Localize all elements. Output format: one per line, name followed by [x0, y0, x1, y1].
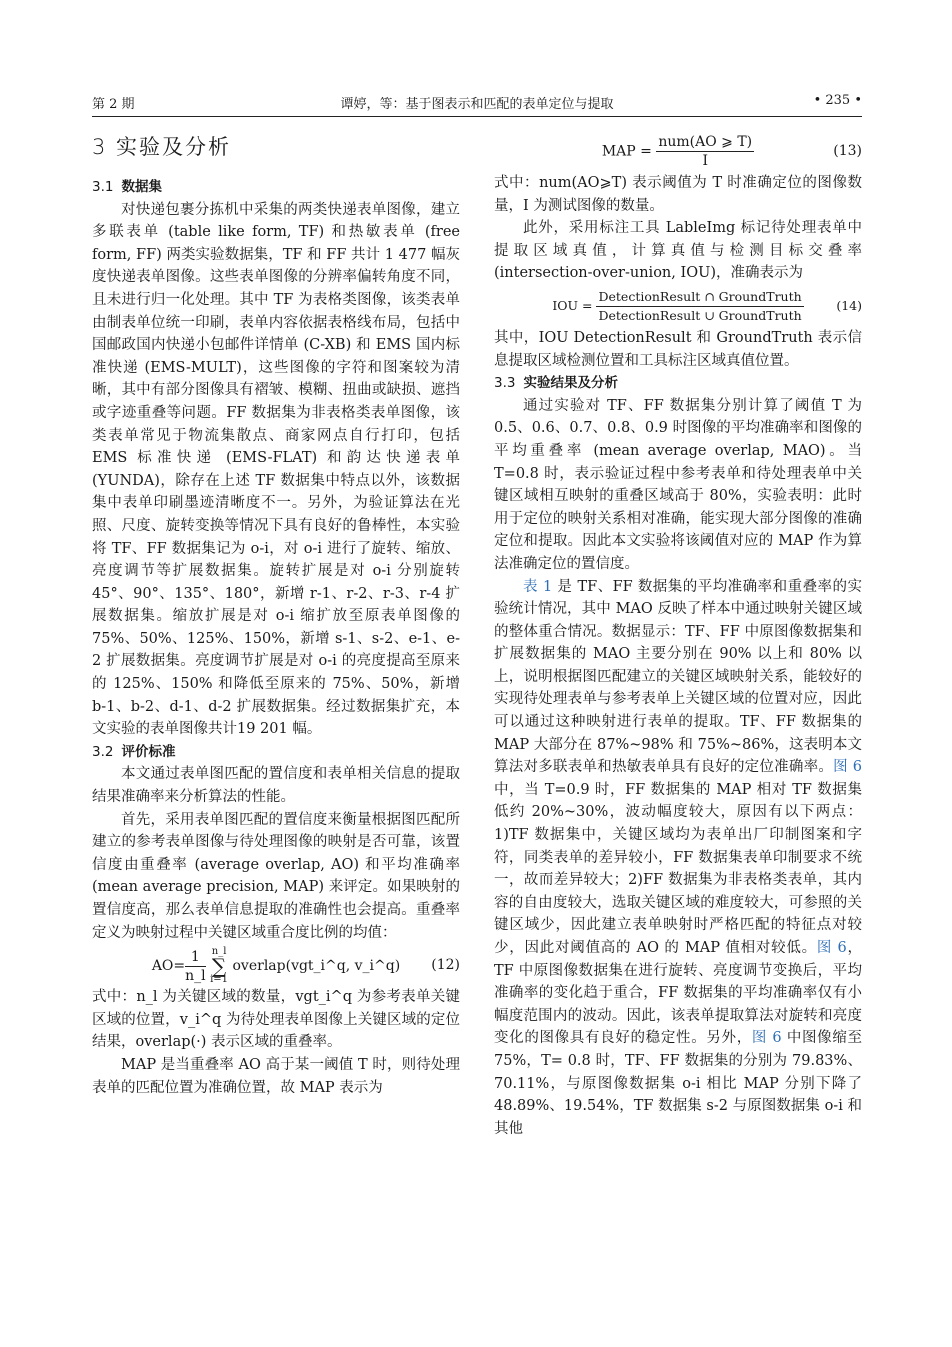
- left-column: [92, 130, 460, 1099]
- text-run: 是 TF、FF 数据集的平均准确率和重叠率的实验统计情况，其中 MAO 反映了样本中通过映射关键区域的整体重合情况。数据显示：TF、FF 中原图像数据集和扩展数据集的 MAO 主要分别在 90% 以上和 80% 以上，说明根据图匹配建立的关键区域映射关系，能较好的实现待处理表单与参考表单上关键区域的位置对应，因此可以通过这种映射进行表单的提取。TF、FF 数据集的 MAP 大部分在 87%~98% 和 75%~86%，这表明本文算法对多联表单和热敏表单具有良好的定位准确率。: [494, 578, 862, 776]
- paragraph: MAP 是当重叠率 AO 高于某一阈值 T 时，则待处理表单的匹配位置为准确位置，故 MAP 表示为: [92, 1056, 460, 1096]
- page-header: [92, 93, 862, 115]
- figure-6-link[interactable]: 图 6: [816, 940, 847, 956]
- frac-top: DetectionResult ∩ GroundTruth: [596, 288, 803, 307]
- sum-symbol: ∑: [211, 954, 227, 979]
- paragraph: 本文通过表单图匹配的置信度和表单相关信息的提取结果准确率来分析算法的性能。: [92, 766, 460, 806]
- equation-number: (13): [833, 143, 862, 159]
- paragraph: 式中：num(AO⩾T) 表示阈值为 T 时准确定位的图像数量，I 为测试图像的数量。: [494, 175, 862, 214]
- subsection-title: 评价标准: [121, 743, 176, 760]
- subsection-3-2: [92, 741, 460, 764]
- text-run: ，TF 中原图像数据集在进行旋转、亮度调节变换后，平均准确率的变化趋于重合，FF 数据集的平均准确率仅有小幅度范围内的波动。因此，该表单提取算法对旋转和亮度变化的图像具有良好的稳定性。另外，: [494, 940, 863, 1047]
- sum-bottom: i=1: [210, 974, 229, 986]
- text-run: 中，当 T=0.9 时，FF 数据集的 MAP 相对 TF 数据集低约 20%~30%，波动幅度较大，原因有以下两点：1)TF 数据集中，关键区域均为表单出厂印制图案和字符，同类表单的差异较小，FF 数据集表单印制要求不统一，故而差异较大；2)FF 数据集为非表格类表单，其内容的自由度较大，选取关键区域的难度较大，可参照的关键区域少，因此建立表单映射时严格匹配的特征点对较少，因此对阈值高的 AO 的 MAP 值相对较低。: [494, 781, 862, 956]
- paragraph: [494, 576, 862, 1141]
- equation-lhs: IOU =: [552, 297, 593, 313]
- equation-14: [494, 285, 862, 327]
- equation-number: (12): [431, 957, 460, 974]
- sum-top: n_l: [211, 946, 227, 958]
- subsection-number: 3.1: [92, 179, 114, 195]
- header-rule: [92, 116, 862, 117]
- equation-13: [494, 130, 862, 172]
- subsection-title: 数据集: [121, 179, 162, 195]
- paragraph: 其中，IOU DetectionResult 和 GroundTruth 表示信息提取区域检测位置和工具标注区域真值位置。: [494, 329, 862, 369]
- frac-bottom: I: [702, 153, 708, 169]
- equation-lhs: MAP =: [601, 143, 652, 160]
- table-1-link[interactable]: 表 1: [523, 578, 553, 595]
- subsection-title: 实验结果及分析: [523, 375, 618, 392]
- figure-6-link[interactable]: 图 6: [833, 759, 862, 776]
- issue-number: 第 2 期: [92, 97, 135, 112]
- paragraph: 此外，采用标注工具 LableImg 标记待处理表单中提取区域真值，计算真值与检测目标交叠率 (intersection-over-union, IOU)，准确表示为: [494, 220, 862, 282]
- paragraph: 对快递包裹分拣机中采集的两类快递表单图像，建立多联表单 (table like form, TF) 和热敏表单 (free form, FF) 两类实验数据集，TF 和 FF 共计 1 477 幅灰度快递表单图像。这些表单图像的分辨率偏转角度不同，且未进行归一化处理。其中 TF 为表格类图像，该类表单由制表单位统一印刷，表单内容依据表格线布局，包括中国邮政国内快递小包邮件详情单 (C-XB) 和 EMS 国内标准快递 (EMS-MULT)，这些图像的字符和图案较为清晰，其中有部分图像具有褶皱、模糊、扭曲或缺损、遮挡或字迹重叠等问题。FF 数据集为非表格类表单图像，该类表单常见于物流集散点、商家网点自行打印，包括 EMS 标准快递 (EMS-FLAT) 和韵达快递表单 (YUNDA)，除存在上述 TF 数据集中特点以外，该数据集中表单印刷墨迹清晰度不一。另外，为验证算法在光照、尺度、旋转变换等情况下具有良好的鲁棒性，本实验将 TF、FF 数据集记为 o-i，对 o-i 进行了旋转、缩放、亮度调节等扩展数据集。旋转扩展是对 o-i 分别旋转 45°、90°、135°、180°，新增 r-1、r-2、r-3、r-4 扩展数据集。缩放扩展是对 o-i 缩扩放至原表单图像的 75%、50%、125%、150%，新增 s-1、s-2、e-1、e-2 扩展数据集。亮度调节扩展是对 o-i 的亮度提高至原来的 125%、150% 和降低至原来的 75%、50%，新增 b-1、b-2、d-1、d-2 扩展数据集。经过数据集扩充，本文实验的表单图像共计19 201 幅。: [92, 201, 460, 738]
- equation-12: [92, 944, 460, 986]
- text-run: 中图像缩至 75%，T= 0.8 时，TF、FF 数据集的分别为 79.83%、70.11%，与原图像数据集 o-i 相比 MAP 分别下降了 48.89%、19.54%，TF 数据集 s-2 与原图数据集 o-i 和其他: [494, 1030, 862, 1137]
- frac-bottom: DetectionResult ∪ GroundTruth: [598, 307, 802, 323]
- paragraph: 通过实验对 TF、FF 数据集分别计算了阈值 T 为 0.5、0.6、0.7、0.8、0.9 时图像的平均准确率和图像的平均重叠率 (mean average overlap, MAO)。当 T=0.8 时，表示验证过程中参考表单和待处理表单中关键区域相互映射的重叠区域高于 80%，实验表明：此时用于定位的映射关系相对准确，能实现大部分图像的准确定位和提取。因此本文实验将该阈值对应的 MAP 作为算法准确定位的置信度。: [494, 397, 862, 572]
- frac-bottom: n_l: [185, 967, 206, 984]
- section-title: 3 实验及分析: [92, 135, 232, 159]
- equation-number: (14): [836, 297, 862, 313]
- paragraph: 式中：n_l 为关键区域的数量，vgt_i^q 为参考表单关键区域的位置，v_i^q 为待处理表单图像上关键区域的定位结果，overlap(·) 表示区域的重叠率。: [92, 989, 460, 1051]
- running-title: 谭婷，等：基于图表示和匹配的表单定位与提取: [340, 97, 614, 112]
- equation-term: overlap(vgt_i^q, v_i^q): [232, 958, 401, 975]
- subsection-number: 3.2: [92, 743, 114, 760]
- subsection-3-3: [494, 372, 862, 395]
- subsection-3-1: [92, 176, 460, 199]
- subsection-number: 3.3: [494, 375, 516, 392]
- frac-top: 1: [185, 948, 206, 967]
- figure-6-link[interactable]: 图 6: [751, 1030, 782, 1047]
- paragraph: 首先，采用表单图匹配的置信度来衡量根据图匹配所建立的参考表单图像与待处理图像的映射是否可靠，该置信度由重叠率 (average overlap, AO) 和平均准确率 (mean average precision, MAP) 来评定。如果映射的置信度高，那么表单信息提取的准确性也会提高。重叠率定义为映射过程中关键区域重合度比例的均值：: [92, 811, 460, 941]
- right-column: [494, 130, 862, 1140]
- frac-top: num(AO ⩾ T): [658, 134, 753, 150]
- page-number: • 235 •: [813, 93, 862, 108]
- equation-lhs: AO=: [151, 958, 186, 975]
